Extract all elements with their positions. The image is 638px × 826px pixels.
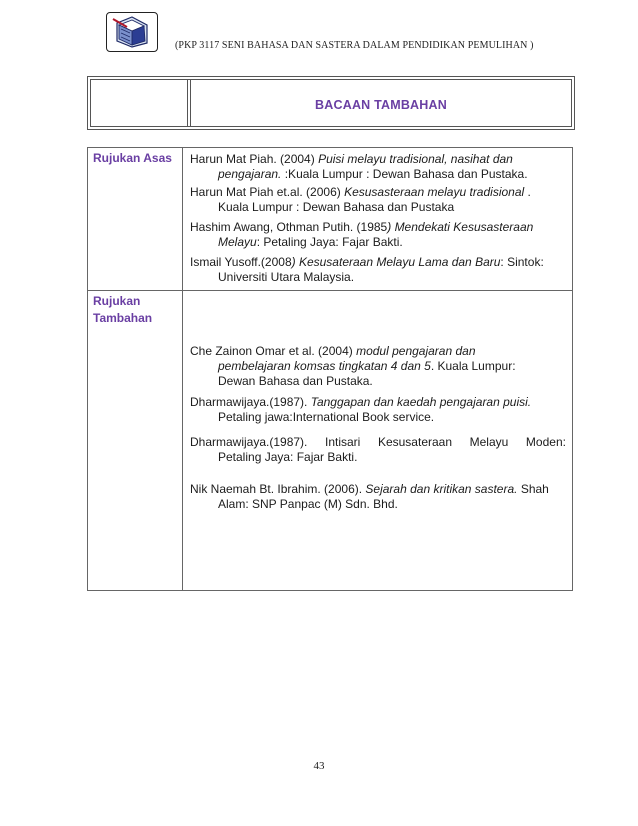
column-divider bbox=[182, 148, 183, 590]
section-label-rujukan-tambahan bbox=[93, 293, 152, 327]
reference-item bbox=[190, 152, 566, 182]
reference-line bbox=[190, 410, 566, 425]
reference-author: Harun Mat Piah. (2004) bbox=[190, 152, 319, 166]
reference-item bbox=[190, 344, 566, 389]
reference-title: Tanggapan dan kaedah pengajaran puisi. bbox=[310, 395, 532, 409]
reference-punctuation: . bbox=[524, 185, 531, 199]
book-emblem-graphic bbox=[107, 13, 157, 51]
reference-author: Hashim Awang, Othman Putih. (1985 bbox=[190, 220, 388, 234]
reference-publisher: Petaling jawa:International Book service. bbox=[218, 410, 435, 424]
reference-line bbox=[190, 359, 566, 374]
reference-title-word: Moden: bbox=[525, 435, 566, 449]
reference-publisher: : Petaling Jaya: Fajar Bakti. bbox=[256, 235, 403, 249]
reference-title-word: Intisari bbox=[325, 435, 361, 449]
row-divider bbox=[88, 290, 572, 291]
reference-title: ) Kesusateraan Melayu Lama dan Baru bbox=[291, 255, 501, 269]
reference-publisher: : Sintok: bbox=[500, 255, 544, 269]
reference-publisher: Kuala Lumpur : Dewan Bahasa dan Pustaka bbox=[218, 200, 455, 214]
reference-line bbox=[190, 220, 566, 235]
reference-title: Melayu bbox=[218, 235, 257, 249]
reference-line bbox=[190, 200, 566, 215]
header-course-title: (PKP 3117 SENI BAHASA DAN SASTERA DALAM PENDIDIKAN PEMULIHAN ) bbox=[175, 40, 534, 51]
reference-author: Ismail Yusoff.(2008 bbox=[190, 255, 292, 269]
reference-line bbox=[190, 167, 566, 182]
reference-title-word: Kesusateraan bbox=[377, 435, 453, 449]
section-label-line: Rujukan bbox=[93, 294, 141, 308]
section-label-rujukan-asas: Rujukan Asas bbox=[93, 151, 172, 165]
reference-line bbox=[190, 435, 566, 450]
reference-publisher: Shah bbox=[517, 482, 549, 496]
reference-line bbox=[190, 185, 566, 200]
title-box bbox=[87, 76, 575, 130]
reference-item bbox=[190, 395, 566, 425]
reference-line bbox=[190, 497, 566, 512]
reference-line bbox=[190, 152, 566, 167]
references-table bbox=[87, 147, 573, 591]
reference-item bbox=[190, 435, 566, 465]
reference-title: Sejarah dan kritikan sastera. bbox=[365, 482, 518, 496]
reference-author: Dharmawijaya.(1987). bbox=[190, 435, 308, 449]
reference-item bbox=[190, 482, 566, 512]
reference-author: Che Zainon Omar et al. (2004) bbox=[190, 344, 357, 358]
book-emblem-icon bbox=[106, 12, 158, 52]
reference-title: ) Mendekati Kesusasteraan bbox=[387, 220, 534, 234]
reference-title: pengajaran. bbox=[218, 167, 282, 181]
reference-publisher: :Kuala Lumpur : Dewan Bahasa dan Pustaka. bbox=[281, 167, 528, 181]
reference-publisher: Universiti Utara Malaysia. bbox=[218, 270, 355, 284]
reference-publisher: Dewan Bahasa dan Pustaka. bbox=[218, 374, 373, 388]
reference-publisher: Petaling Jaya: Fajar Bakti. bbox=[218, 450, 358, 464]
reference-publisher: Alam: SNP Panpac (M) Sdn. Bhd. bbox=[218, 497, 398, 511]
reference-item bbox=[190, 220, 566, 250]
reference-line bbox=[190, 374, 566, 389]
reference-line bbox=[190, 270, 566, 285]
reference-title: modul pengajaran dan bbox=[356, 344, 476, 358]
page-number: 43 bbox=[313, 760, 325, 772]
reference-line bbox=[190, 344, 566, 359]
reference-item bbox=[190, 255, 566, 285]
reference-item bbox=[190, 185, 566, 215]
reference-title: Kesusasteraan melayu tradisional bbox=[344, 185, 525, 199]
reference-line bbox=[190, 482, 566, 497]
reference-line bbox=[190, 255, 566, 270]
section-label-line: Tambahan bbox=[93, 311, 153, 325]
reference-publisher: . Kuala Lumpur: bbox=[430, 359, 516, 373]
reference-title-word: Melayu bbox=[469, 435, 509, 449]
title-box-inner bbox=[90, 79, 572, 127]
page-title: BACAAN TAMBAHAN bbox=[315, 98, 447, 112]
reference-line bbox=[190, 450, 566, 465]
reference-author: Harun Mat Piah et.al. (2006) bbox=[190, 185, 345, 199]
reference-line bbox=[190, 395, 566, 410]
reference-author: Dharmawijaya.(1987). bbox=[190, 395, 311, 409]
reference-line bbox=[190, 235, 566, 250]
reference-author: Nik Naemah Bt. Ibrahim. (2006). bbox=[190, 482, 366, 496]
reference-title: pembelajaran komsas tingkatan 4 dan 5 bbox=[218, 359, 431, 373]
reference-title: Puisi melayu tradisional, nasihat dan bbox=[318, 152, 513, 166]
